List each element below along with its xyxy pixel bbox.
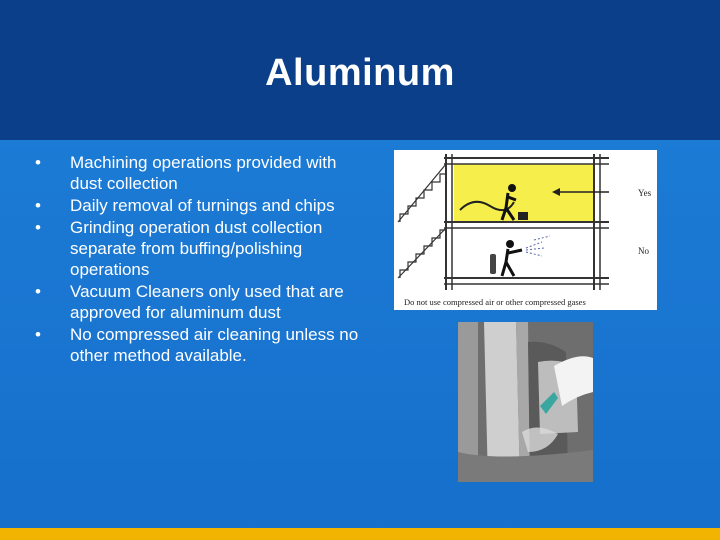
bullet-item: [30, 281, 370, 323]
compressed-air-worker-icon: [490, 236, 550, 276]
stairs-icon: [398, 164, 446, 278]
bullet-marker: •: [35, 325, 41, 344]
bullet-marker: •: [35, 218, 41, 237]
bullet-marker: •: [35, 196, 41, 215]
compressed-air-diagram: [394, 150, 657, 310]
vacuum-cleaning-photo: [458, 322, 593, 482]
bullet-item: [30, 152, 370, 194]
bullet-marker: •: [35, 282, 41, 301]
bullet-text: Vacuum Cleaners only used that are approved for aluminum dust: [70, 282, 344, 322]
bullet-item: [30, 324, 370, 366]
bullet-text: Grinding operation dust collection separate from buffing/polishing operations: [70, 218, 323, 279]
photo-illustration: [458, 322, 593, 482]
diagram-illustration: [394, 150, 657, 310]
bullet-marker: •: [35, 153, 41, 172]
diagram-caption: Do not use compressed air or other compressed gases: [404, 297, 586, 307]
bullet-text: No compressed air cleaning unless no other method available.: [70, 325, 359, 365]
label-no: No: [638, 246, 649, 256]
bullet-text: Machining operations provided with dust collection: [70, 153, 337, 193]
bullet-item: [30, 195, 370, 216]
accent-bar: [0, 528, 720, 540]
slide-title: Aluminum: [265, 52, 455, 94]
bullet-item: [30, 217, 370, 280]
bullet-text: Daily removal of turnings and chips: [70, 196, 335, 215]
bullet-list: [30, 152, 370, 367]
label-yes: Yes: [638, 188, 652, 198]
